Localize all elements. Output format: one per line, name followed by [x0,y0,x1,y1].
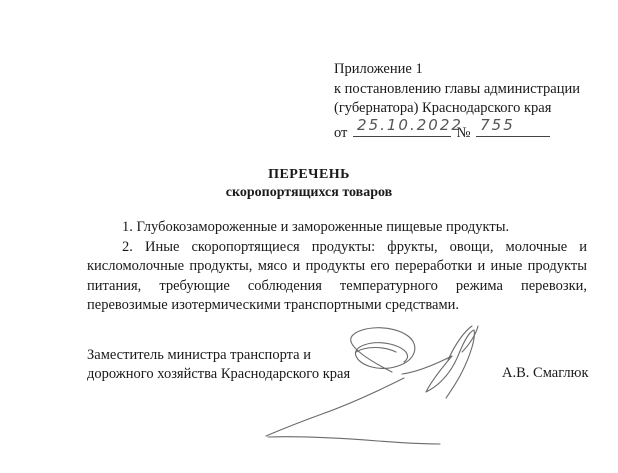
appendix-decree-line: к постановлению главы администрации [334,80,581,97]
list-item: 1. Глубокозамороженные и замороженные пищевые продукты. [122,219,510,235]
handwritten-date: 25.10.2022 [357,116,463,134]
handwritten-number: 755 [480,116,515,134]
document-title: ПЕРЕЧЕНЬ [268,167,350,182]
number-label: № [456,124,471,141]
document-subtitle: скоропортящихся товаров [225,185,393,200]
appendix-title: Приложение 1 [334,61,423,77]
list-item: 2. Иные скоропортящиеся продукты: фрукты, овощи, молочные и кисломолочные продукты, мясо и продукты его переработки и иные продукты питания, требующие соблюдения температурного режима перевозки, перевозимые изотермическими транспортными средствами. [87,238,587,313]
signer-position-line-2: дорожного хозяйства Краснодарского края [87,366,351,382]
from-label: от [334,124,348,141]
signer-name: А.В. Смаглюк [502,365,589,381]
signer-position-line-1: Заместитель министра транспорта и [87,347,311,363]
appendix-authority-line: (губернатора) Краснодарского края [334,100,552,116]
